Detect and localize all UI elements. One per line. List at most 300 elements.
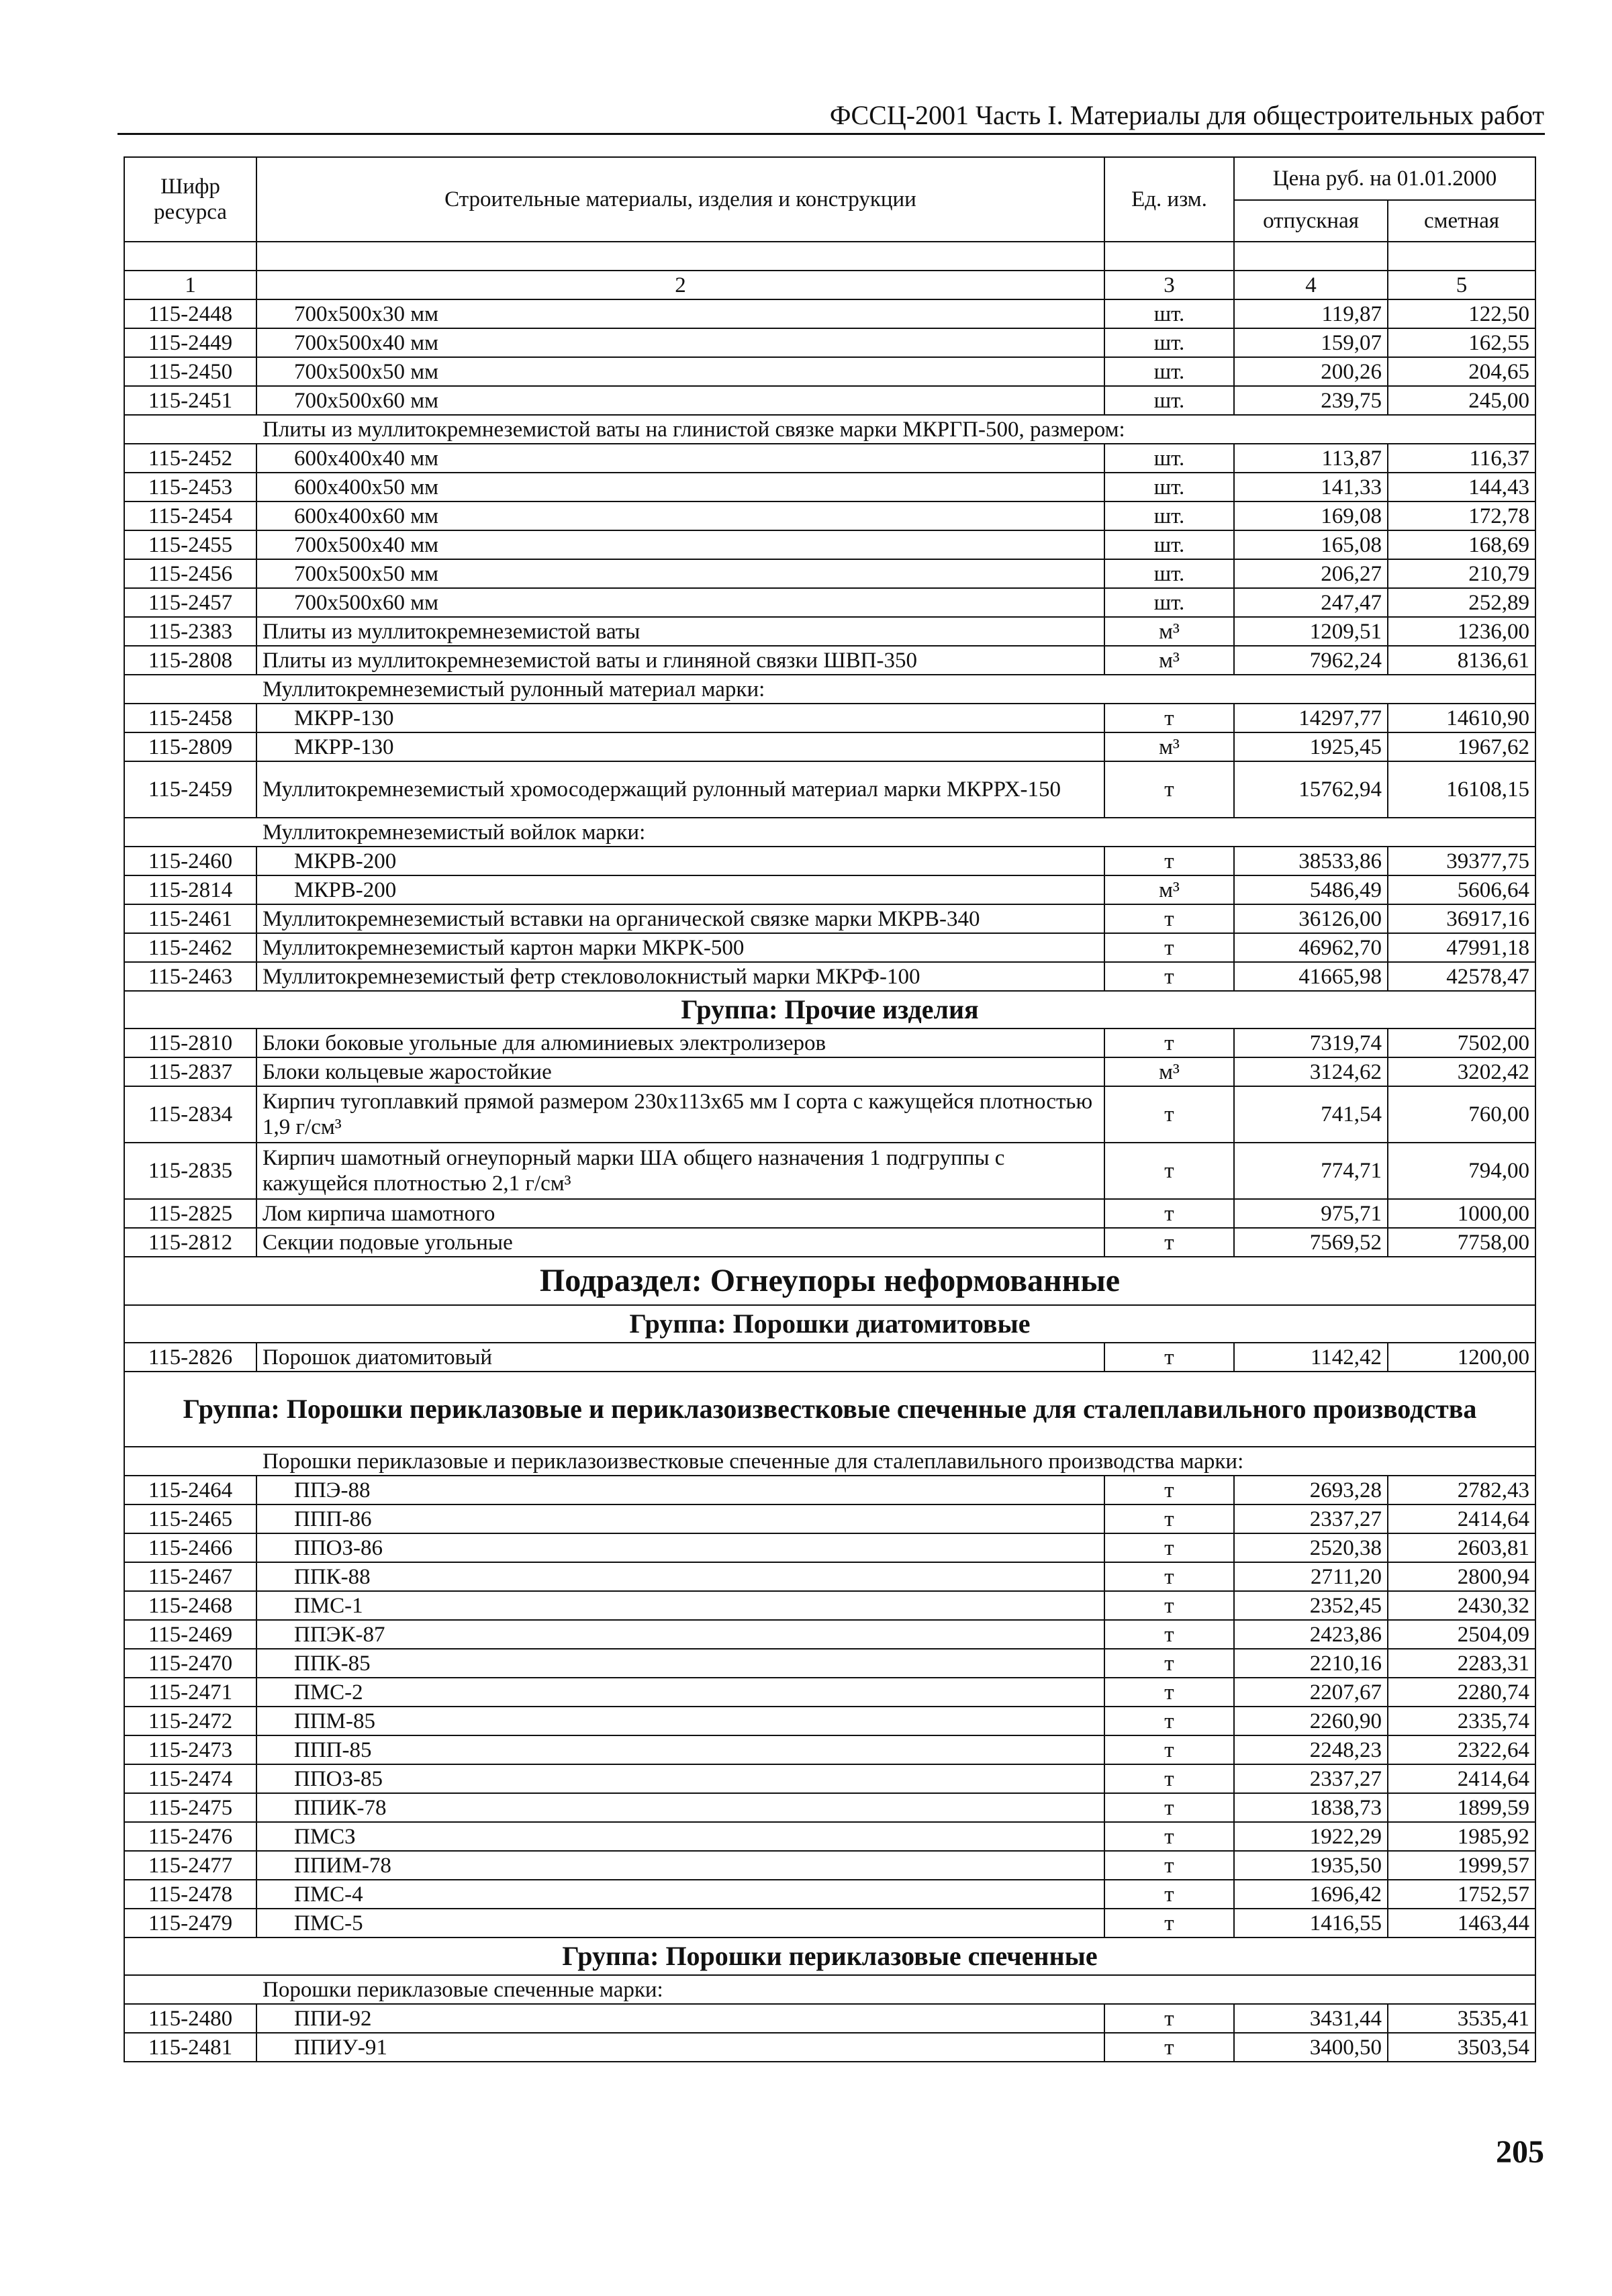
material-name: 600х400х50 мм (256, 473, 1104, 501)
unit-of-measure: т (1104, 1793, 1234, 1822)
unit-of-measure: шт. (1104, 357, 1234, 386)
unit-of-measure: т (1104, 761, 1234, 818)
resource-code: 115-2465 (124, 1504, 256, 1533)
material-name: МКРР-130 (256, 704, 1104, 732)
resource-code: 115-2812 (124, 1228, 256, 1257)
price-release: 2248,23 (1234, 1735, 1388, 1764)
resource-code: 115-2473 (124, 1735, 256, 1764)
table-row (124, 1822, 1535, 1851)
resource-code: 115-2467 (124, 1562, 256, 1591)
unit-of-measure: т (1104, 1649, 1234, 1678)
table-row (124, 904, 1535, 933)
resource-code: 115-2466 (124, 1533, 256, 1562)
resource-code: 115-2810 (124, 1029, 256, 1057)
col-header-name: Строительные материалы, изделия и конструкции (256, 157, 1104, 242)
unit-of-measure: м³ (1104, 1057, 1234, 1086)
unit-of-measure: т (1104, 1533, 1234, 1562)
price-release: 206,27 (1234, 559, 1388, 588)
price-release: 2423,86 (1234, 1620, 1388, 1649)
material-name: 700х500х60 мм (256, 386, 1104, 415)
header-rule (117, 133, 1545, 135)
price-estimate: 16108,15 (1388, 761, 1535, 818)
resource-code: 115-2469 (124, 1620, 256, 1649)
price-release: 141,33 (1234, 473, 1388, 501)
material-name: ПМС-2 (256, 1678, 1104, 1707)
material-name: ППОЗ-86 (256, 1533, 1104, 1562)
resource-code: 115-2459 (124, 761, 256, 818)
material-name: 600х400х60 мм (256, 501, 1104, 530)
material-name: ППП-86 (256, 1504, 1104, 1533)
unit-of-measure: м³ (1104, 732, 1234, 761)
material-name: 700х500х60 мм (256, 588, 1104, 617)
unit-of-measure: т (1104, 1086, 1234, 1143)
table-row (124, 1476, 1535, 1504)
price-estimate: 252,89 (1388, 588, 1535, 617)
price-estimate: 3503,54 (1388, 2033, 1535, 2062)
table-row (124, 875, 1535, 904)
resource-code: 115-2455 (124, 530, 256, 559)
resource-code: 115-2477 (124, 1851, 256, 1880)
resource-code: 115-2834 (124, 1086, 256, 1143)
price-table (124, 156, 1536, 2062)
section-row (124, 1975, 1535, 2004)
section-heading: Плиты из муллитокремнеземистой ваты на глинистой связке марки МКРГП-500, размером: (124, 415, 1535, 444)
price-release: 975,71 (1234, 1199, 1388, 1228)
table-row (124, 328, 1535, 357)
price-estimate: 14610,90 (1388, 704, 1535, 732)
material-name: Блоки кольцевые жаростойкие (256, 1057, 1104, 1086)
material-name: МКРР-130 (256, 732, 1104, 761)
price-release: 1925,45 (1234, 732, 1388, 761)
unit-of-measure: т (1104, 2033, 1234, 2062)
price-release: 113,87 (1234, 444, 1388, 473)
section-row (124, 1447, 1535, 1476)
table-row (124, 2033, 1535, 2062)
material-name: Плиты из муллитокремнеземистой ваты (256, 617, 1104, 646)
table-row (124, 1764, 1535, 1793)
material-name: ПМС-4 (256, 1880, 1104, 1909)
price-estimate: 2800,94 (1388, 1562, 1535, 1591)
price-estimate: 2430,32 (1388, 1591, 1535, 1620)
price-estimate: 39377,75 (1388, 847, 1535, 875)
section-heading: Порошки периклазовые и периклазоизвестковые спеченные для сталеплавильного производства марки: (124, 1447, 1535, 1476)
table-row (124, 1143, 1535, 1199)
unit-of-measure: м³ (1104, 617, 1234, 646)
table-row (124, 559, 1535, 588)
material-name: ППЭ-88 (256, 1476, 1104, 1504)
section-heading: Муллитокремнеземистый рулонный материал марки: (124, 675, 1535, 704)
material-name: ППП-85 (256, 1735, 1104, 1764)
material-name: 600х400х40 мм (256, 444, 1104, 473)
material-name: 700х500х40 мм (256, 328, 1104, 357)
price-release: 3431,44 (1234, 2004, 1388, 2033)
unit-of-measure: м³ (1104, 646, 1234, 675)
running-header: ФССЦ-2001 Часть I. Материалы для общестроительных работ (829, 100, 1544, 130)
price-release: 1416,55 (1234, 1909, 1388, 1938)
table-body (124, 299, 1535, 2062)
table-row (124, 444, 1535, 473)
material-name: ППМ-85 (256, 1707, 1104, 1735)
resource-code: 115-2478 (124, 1880, 256, 1909)
unit-of-measure: т (1104, 962, 1234, 991)
unit-of-measure: т (1104, 1343, 1234, 1372)
group-row (124, 1372, 1535, 1447)
price-estimate: 1463,44 (1388, 1909, 1535, 1938)
section-heading: Порошки периклазовые спеченные марки: (124, 1975, 1535, 2004)
price-estimate: 2322,64 (1388, 1735, 1535, 1764)
table-row (124, 1086, 1535, 1143)
price-estimate: 210,79 (1388, 559, 1535, 588)
price-release: 1935,50 (1234, 1851, 1388, 1880)
price-estimate: 760,00 (1388, 1086, 1535, 1143)
price-release: 169,08 (1234, 501, 1388, 530)
resource-code: 115-2808 (124, 646, 256, 675)
price-release: 5486,49 (1234, 875, 1388, 904)
subsection-heading: Подраздел: Огнеупоры неформованные (124, 1257, 1535, 1305)
price-release: 2337,27 (1234, 1764, 1388, 1793)
table-row (124, 357, 1535, 386)
material-name: Кирпич тугоплавкий прямой размером 230х113х65 мм I сорта с кажущейся плотностью 1,9 г/см³ (256, 1086, 1104, 1143)
price-estimate: 1200,00 (1388, 1343, 1535, 1372)
material-name: ППИ-92 (256, 2004, 1104, 2033)
resource-code: 115-2454 (124, 501, 256, 530)
resource-code: 115-2453 (124, 473, 256, 501)
price-release: 1922,29 (1234, 1822, 1388, 1851)
unit-of-measure: т (1104, 1476, 1234, 1504)
unit-of-measure: т (1104, 1504, 1234, 1533)
unit-of-measure: шт. (1104, 444, 1234, 473)
group-row (124, 991, 1535, 1029)
material-name: Муллитокремнеземистый хромосодержащий рулонный материал марки МКРРХ-150 (256, 761, 1104, 818)
unit-of-measure: т (1104, 1851, 1234, 1880)
price-release: 247,47 (1234, 588, 1388, 617)
resource-code: 115-2479 (124, 1909, 256, 1938)
price-estimate: 2335,74 (1388, 1707, 1535, 1735)
material-name: ППК-85 (256, 1649, 1104, 1678)
material-name: 700х500х30 мм (256, 299, 1104, 328)
resource-code: 115-2826 (124, 1343, 256, 1372)
unit-of-measure: т (1104, 1228, 1234, 1257)
resource-code: 115-2471 (124, 1678, 256, 1707)
price-release: 1696,42 (1234, 1880, 1388, 1909)
unit-of-measure: шт. (1104, 299, 1234, 328)
price-estimate: 144,43 (1388, 473, 1535, 501)
price-estimate: 2504,09 (1388, 1620, 1535, 1649)
price-release: 7962,24 (1234, 646, 1388, 675)
material-name: ППОЗ-85 (256, 1764, 1104, 1793)
price-estimate: 116,37 (1388, 444, 1535, 473)
resource-code: 115-2837 (124, 1057, 256, 1086)
price-estimate: 1999,57 (1388, 1851, 1535, 1880)
material-name: Секции подовые угольные (256, 1228, 1104, 1257)
material-name: МКРВ-200 (256, 875, 1104, 904)
col-number: 2 (256, 271, 1104, 299)
price-estimate: 245,00 (1388, 386, 1535, 415)
table-row (124, 1199, 1535, 1228)
table-row (124, 386, 1535, 415)
unit-of-measure: т (1104, 933, 1234, 962)
resource-code: 115-2809 (124, 732, 256, 761)
table-row (124, 761, 1535, 818)
col-number: 1 (124, 271, 256, 299)
unit-of-measure: т (1104, 1029, 1234, 1057)
table-row (124, 501, 1535, 530)
resource-code: 115-2470 (124, 1649, 256, 1678)
unit-of-measure: т (1104, 1909, 1234, 1938)
table-row (124, 1057, 1535, 1086)
material-name: ПМС-5 (256, 1909, 1104, 1938)
resource-code: 115-2457 (124, 588, 256, 617)
price-estimate: 2283,31 (1388, 1649, 1535, 1678)
price-release: 46962,70 (1234, 933, 1388, 962)
price-estimate: 2414,64 (1388, 1504, 1535, 1533)
unit-of-measure: шт. (1104, 588, 1234, 617)
material-name: Муллитокремнеземистый вставки на органической связке марки МКРВ-340 (256, 904, 1104, 933)
price-release: 2207,67 (1234, 1678, 1388, 1707)
col-header-price: Цена руб. на 01.01.2000 (1234, 157, 1535, 200)
price-release: 741,54 (1234, 1086, 1388, 1143)
subsection-row (124, 1257, 1535, 1305)
table-row (124, 1793, 1535, 1822)
col-header-price-estimate: сметная (1388, 200, 1535, 242)
col-number: 3 (1104, 271, 1234, 299)
price-estimate: 1899,59 (1388, 1793, 1535, 1822)
price-estimate: 2414,64 (1388, 1764, 1535, 1793)
unit-of-measure: т (1104, 1880, 1234, 1909)
price-release: 2210,16 (1234, 1649, 1388, 1678)
price-estimate: 162,55 (1388, 328, 1535, 357)
price-estimate: 7758,00 (1388, 1228, 1535, 1257)
price-release: 3400,50 (1234, 2033, 1388, 2062)
unit-of-measure: т (1104, 704, 1234, 732)
material-name: Блоки боковые угольные для алюминиевых электролизеров (256, 1029, 1104, 1057)
price-estimate: 3202,42 (1388, 1057, 1535, 1086)
price-release: 200,26 (1234, 357, 1388, 386)
material-name: Муллитокремнеземистый фетр стекловолокнистый марки МКРФ-100 (256, 962, 1104, 991)
material-name: 700х500х50 мм (256, 559, 1104, 588)
resource-code: 115-2825 (124, 1199, 256, 1228)
unit-of-measure: т (1104, 1620, 1234, 1649)
resource-code: 115-2456 (124, 559, 256, 588)
group-heading: Группа: Порошки периклазовые спеченные (124, 1938, 1535, 1975)
price-estimate: 1967,62 (1388, 732, 1535, 761)
resource-code: 115-2448 (124, 299, 256, 328)
price-estimate: 794,00 (1388, 1143, 1535, 1199)
unit-of-measure: т (1104, 1822, 1234, 1851)
group-row (124, 1305, 1535, 1343)
price-estimate: 1752,57 (1388, 1880, 1535, 1909)
price-estimate: 5606,64 (1388, 875, 1535, 904)
price-estimate: 1236,00 (1388, 617, 1535, 646)
material-name: Порошок диатомитовый (256, 1343, 1104, 1372)
group-heading: Группа: Порошки периклазовые и периклазоизвестковые спеченные для сталеплавильного производства (124, 1372, 1535, 1447)
price-release: 239,75 (1234, 386, 1388, 415)
material-name: Лом кирпича шамотного (256, 1199, 1104, 1228)
price-estimate: 122,50 (1388, 299, 1535, 328)
unit-of-measure: т (1104, 1591, 1234, 1620)
material-name: ППЭК-87 (256, 1620, 1104, 1649)
table-row (124, 646, 1535, 675)
resource-code: 115-2383 (124, 617, 256, 646)
price-release: 2260,90 (1234, 1707, 1388, 1735)
table-row (124, 962, 1535, 991)
page-number: 205 (1496, 2134, 1544, 2170)
price-estimate: 2603,81 (1388, 1533, 1535, 1562)
price-estimate: 8136,61 (1388, 646, 1535, 675)
table-row (124, 530, 1535, 559)
price-release: 2352,45 (1234, 1591, 1388, 1620)
material-name: 700х500х50 мм (256, 357, 1104, 386)
price-estimate: 1000,00 (1388, 1199, 1535, 1228)
table-row (124, 732, 1535, 761)
price-release: 3124,62 (1234, 1057, 1388, 1086)
table-row (124, 1029, 1535, 1057)
resource-code: 115-2472 (124, 1707, 256, 1735)
price-release: 7319,74 (1234, 1029, 1388, 1057)
table-row (124, 1707, 1535, 1735)
resource-code: 115-2814 (124, 875, 256, 904)
resource-code: 115-2463 (124, 962, 256, 991)
table-row (124, 1620, 1535, 1649)
resource-code: 115-2449 (124, 328, 256, 357)
price-estimate: 36917,16 (1388, 904, 1535, 933)
unit-of-measure: шт. (1104, 328, 1234, 357)
table-row (124, 1851, 1535, 1880)
resource-code: 115-2468 (124, 1591, 256, 1620)
unit-of-measure: т (1104, 1562, 1234, 1591)
price-release: 2520,38 (1234, 1533, 1388, 1562)
price-release: 165,08 (1234, 530, 1388, 559)
table-row (124, 617, 1535, 646)
resource-code: 115-2835 (124, 1143, 256, 1199)
resource-code: 115-2461 (124, 904, 256, 933)
table-row (124, 847, 1535, 875)
price-release: 2693,28 (1234, 1476, 1388, 1504)
material-name: ПМСЗ (256, 1822, 1104, 1851)
table-row (124, 1562, 1535, 1591)
material-name: ППИМ-78 (256, 1851, 1104, 1880)
price-release: 2337,27 (1234, 1504, 1388, 1533)
unit-of-measure: шт. (1104, 559, 1234, 588)
unit-of-measure: т (1104, 1678, 1234, 1707)
price-estimate: 47991,18 (1388, 933, 1535, 962)
col-number: 5 (1388, 271, 1535, 299)
price-estimate: 168,69 (1388, 530, 1535, 559)
price-release: 15762,94 (1234, 761, 1388, 818)
unit-of-measure: т (1104, 1143, 1234, 1199)
price-release: 774,71 (1234, 1143, 1388, 1199)
price-release: 1209,51 (1234, 617, 1388, 646)
unit-of-measure: шт. (1104, 473, 1234, 501)
resource-code: 115-2481 (124, 2033, 256, 2062)
price-estimate: 204,65 (1388, 357, 1535, 386)
price-estimate: 3535,41 (1388, 2004, 1535, 2033)
table-row (124, 1533, 1535, 1562)
unit-of-measure: т (1104, 1735, 1234, 1764)
price-release: 2711,20 (1234, 1562, 1388, 1591)
material-name: ППИУ-91 (256, 2033, 1104, 2062)
price-release: 1838,73 (1234, 1793, 1388, 1822)
unit-of-measure: т (1104, 2004, 1234, 2033)
material-name: МКРВ-200 (256, 847, 1104, 875)
resource-code: 115-2476 (124, 1822, 256, 1851)
col-header-price-release: отпускная (1234, 200, 1388, 242)
resource-code: 115-2475 (124, 1793, 256, 1822)
price-release: 36126,00 (1234, 904, 1388, 933)
group-heading: Группа: Прочие изделия (124, 991, 1535, 1029)
unit-of-measure: т (1104, 904, 1234, 933)
section-row (124, 415, 1535, 444)
resource-code: 115-2451 (124, 386, 256, 415)
price-estimate: 2280,74 (1388, 1678, 1535, 1707)
price-release: 1142,42 (1234, 1343, 1388, 1372)
resource-code: 115-2450 (124, 357, 256, 386)
material-name: Плиты из муллитокремнеземистой ваты и глиняной связки ШВП-350 (256, 646, 1104, 675)
table-row (124, 1909, 1535, 1938)
unit-of-measure: шт. (1104, 386, 1234, 415)
group-row (124, 1938, 1535, 1975)
table-row (124, 1735, 1535, 1764)
table-row (124, 1880, 1535, 1909)
resource-code: 115-2460 (124, 847, 256, 875)
table-row (124, 1228, 1535, 1257)
material-name: ПМС-1 (256, 1591, 1104, 1620)
col-header-unit: Ед. изм. (1104, 157, 1234, 242)
table-row (124, 1343, 1535, 1372)
table-row (124, 1678, 1535, 1707)
price-estimate: 2782,43 (1388, 1476, 1535, 1504)
price-release: 41665,98 (1234, 962, 1388, 991)
table-row (124, 588, 1535, 617)
price-release: 7569,52 (1234, 1228, 1388, 1257)
material-name: ППК-88 (256, 1562, 1104, 1591)
price-estimate: 1985,92 (1388, 1822, 1535, 1851)
unit-of-measure: т (1104, 1199, 1234, 1228)
unit-of-measure: м³ (1104, 875, 1234, 904)
unit-of-measure: т (1104, 1707, 1234, 1735)
unit-of-measure: шт. (1104, 501, 1234, 530)
table-row (124, 299, 1535, 328)
price-release: 119,87 (1234, 299, 1388, 328)
col-number: 4 (1234, 271, 1388, 299)
resource-code: 115-2462 (124, 933, 256, 962)
table-row (124, 704, 1535, 732)
group-heading: Группа: Порошки диатомитовые (124, 1305, 1535, 1343)
unit-of-measure: т (1104, 847, 1234, 875)
price-release: 14297,77 (1234, 704, 1388, 732)
unit-of-measure: шт. (1104, 530, 1234, 559)
material-name: Муллитокремнеземистый картон марки МКРК-500 (256, 933, 1104, 962)
table-row (124, 473, 1535, 501)
table-row (124, 2004, 1535, 2033)
price-estimate: 42578,47 (1388, 962, 1535, 991)
resource-code: 115-2480 (124, 2004, 256, 2033)
table-row (124, 1591, 1535, 1620)
unit-of-measure: т (1104, 1764, 1234, 1793)
price-estimate: 7502,00 (1388, 1029, 1535, 1057)
section-row (124, 675, 1535, 704)
section-row (124, 818, 1535, 847)
price-release: 159,07 (1234, 328, 1388, 357)
material-name: 700х500х40 мм (256, 530, 1104, 559)
price-estimate: 172,78 (1388, 501, 1535, 530)
resource-code: 115-2474 (124, 1764, 256, 1793)
table-row (124, 1504, 1535, 1533)
resource-code: 115-2452 (124, 444, 256, 473)
material-name: ППИК-78 (256, 1793, 1104, 1822)
resource-code: 115-2464 (124, 1476, 256, 1504)
col-header-code: Шифр ресурса (124, 157, 256, 242)
